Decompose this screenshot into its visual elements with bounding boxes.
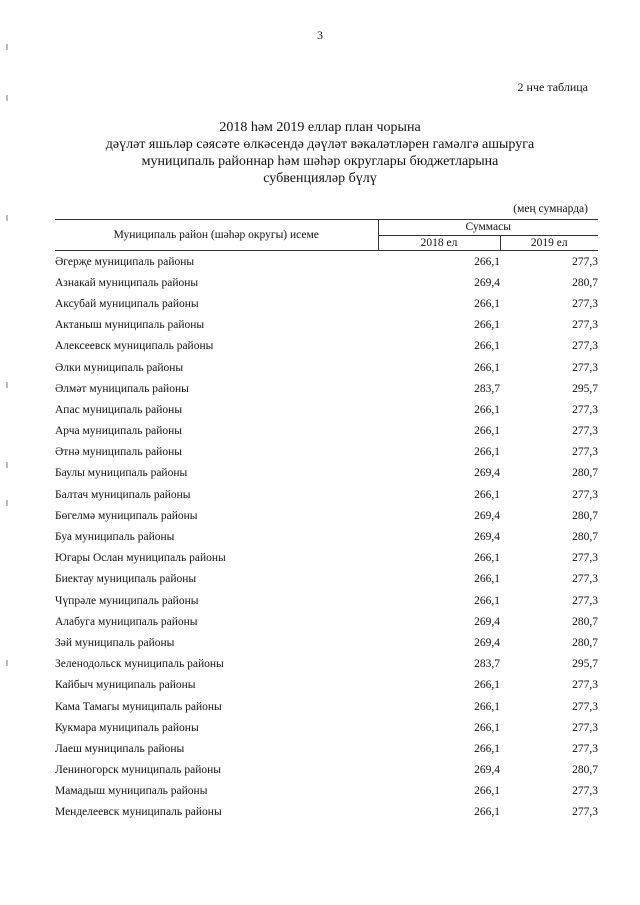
value-2019: 277,3 <box>572 552 598 565</box>
value-2018: 269,4 <box>474 509 500 522</box>
value-2018: 266,1 <box>474 255 500 268</box>
value-2018: 266,1 <box>474 679 500 692</box>
value-2018: 266,1 <box>474 319 500 332</box>
district-name: Югары Ослан муниципаль районы <box>55 552 226 565</box>
value-2018: 266,1 <box>474 806 500 819</box>
header-sum: Суммасы <box>378 220 598 236</box>
district-name: Актаныш муниципаль районы <box>55 319 205 332</box>
district-name: Чүпрәле муниципаль районы <box>55 594 199 607</box>
value-2019: 280,7 <box>572 615 598 628</box>
value-2018: 266,1 <box>474 297 500 310</box>
table-label: 2 нче таблица <box>517 80 588 94</box>
table-row <box>55 611 598 632</box>
document-title <box>0 119 640 187</box>
value-2018: 269,4 <box>474 615 500 628</box>
value-2019: 295,7 <box>572 658 598 671</box>
value-2019: 280,7 <box>572 509 598 522</box>
value-2019: 277,3 <box>572 700 598 713</box>
value-2019: 295,7 <box>572 382 598 395</box>
value-2018: 266,1 <box>474 700 500 713</box>
district-name: Зеленодольск муниципаль районы <box>55 658 224 671</box>
value-2018: 266,1 <box>474 594 500 607</box>
district-name: Биектау муниципаль районы <box>55 573 197 586</box>
value-2019: 280,7 <box>572 636 598 649</box>
value-2018: 266,1 <box>474 488 500 501</box>
district-name: Лениногорск муниципаль районы <box>55 764 222 777</box>
value-2019: 277,3 <box>572 340 598 353</box>
value-2018: 266,1 <box>474 403 500 416</box>
value-2019: 277,3 <box>572 255 598 268</box>
value-2018: 269,4 <box>474 764 500 777</box>
district-name: Кукмара муниципаль районы <box>55 721 199 734</box>
value-2019: 277,3 <box>572 361 598 374</box>
table-row <box>55 378 598 399</box>
value-2018: 266,1 <box>474 721 500 734</box>
value-2019: 277,3 <box>572 319 598 332</box>
units-note: (мең сумнарда) <box>513 203 588 215</box>
value-2019: 277,3 <box>572 403 598 416</box>
value-2019: 277,3 <box>572 488 598 501</box>
value-2019: 277,3 <box>572 594 598 607</box>
table-row <box>55 357 598 378</box>
header-year-2019: 2019 ел <box>500 235 598 251</box>
value-2019: 277,3 <box>572 742 598 755</box>
value-2018: 283,7 <box>474 382 500 395</box>
value-2018: 269,4 <box>474 276 500 289</box>
header-year-2018: 2018 ел <box>378 235 500 251</box>
district-name: Бөгелмә муниципаль районы <box>55 509 198 522</box>
title-line: субвенцияләр бүлү <box>263 171 377 186</box>
table-row <box>55 632 598 653</box>
table-row <box>55 293 598 314</box>
value-2019: 277,3 <box>572 446 598 459</box>
title-line: 2018 һәм 2019 еллар план чорына <box>219 120 421 135</box>
table-row <box>55 336 598 357</box>
district-name: Әгерҗе муниципаль районы <box>55 255 195 268</box>
value-2018: 283,7 <box>474 658 500 671</box>
table-row <box>55 569 598 590</box>
table-row <box>55 421 598 442</box>
table-row <box>55 781 598 802</box>
table-row <box>55 802 598 823</box>
value-2019: 277,3 <box>572 806 598 819</box>
table-row <box>55 738 598 759</box>
table-row <box>55 505 598 526</box>
value-2018: 266,1 <box>474 785 500 798</box>
table-row <box>55 251 598 273</box>
value-2018: 266,1 <box>474 552 500 565</box>
value-2019: 277,3 <box>572 297 598 310</box>
value-2019: 280,7 <box>572 276 598 289</box>
value-2019: 280,7 <box>572 467 598 480</box>
district-name: Әлмәт муниципаль районы <box>55 382 189 395</box>
district-name: Зәй муниципаль районы <box>55 636 175 649</box>
value-2018: 269,4 <box>474 467 500 480</box>
value-2018: 266,1 <box>474 361 500 374</box>
district-name: Балтач муниципаль районы <box>55 488 191 501</box>
district-name: Баулы муниципаль районы <box>55 467 188 480</box>
value-2019: 277,3 <box>572 679 598 692</box>
value-2018: 269,4 <box>474 531 500 544</box>
district-name: Әтнә муниципаль районы <box>55 446 182 459</box>
table-row <box>55 590 598 611</box>
district-name: Лаеш муниципаль районы <box>55 742 185 755</box>
value-2018: 269,4 <box>474 636 500 649</box>
district-name: Кама Тамагы муниципаль районы <box>55 700 222 713</box>
value-2019: 277,3 <box>572 785 598 798</box>
value-2019: 277,3 <box>572 425 598 438</box>
value-2019: 277,3 <box>572 721 598 734</box>
district-name: Әлки муниципаль районы <box>55 361 184 374</box>
value-2018: 266,1 <box>474 573 500 586</box>
table-row <box>55 272 598 293</box>
value-2018: 266,1 <box>474 425 500 438</box>
table-row <box>55 548 598 569</box>
district-name: Мамадыш муниципаль районы <box>55 785 208 798</box>
district-name: Алабуга муниципаль районы <box>55 615 198 628</box>
district-name: Буа муниципаль районы <box>55 531 175 544</box>
district-name: Менделеевск муниципаль районы <box>55 806 222 819</box>
district-name: Кайбыч муниципаль районы <box>55 679 196 692</box>
title-line: муниципаль районнар һәм шәһәр округлары бюджетларына <box>141 154 499 169</box>
table-row <box>55 717 598 738</box>
table-row <box>55 315 598 336</box>
value-2018: 266,1 <box>474 340 500 353</box>
value-2018: 266,1 <box>474 742 500 755</box>
value-2018: 266,1 <box>474 446 500 459</box>
table-row <box>55 760 598 781</box>
table-row <box>55 463 598 484</box>
title-line: дәүләт яшьләр сәясәте өлкәсендә дәүләт вәкаләтләрен гамәлгә ашыруга <box>105 137 535 152</box>
table-row <box>55 654 598 675</box>
table-row <box>55 526 598 547</box>
district-name: Арча муниципаль районы <box>55 425 183 438</box>
header-district-name: Муниципаль район (шәһәр округы) исеме <box>55 220 378 251</box>
table-row <box>55 442 598 463</box>
subvention-table <box>55 219 598 823</box>
table-row <box>55 399 598 420</box>
table-row <box>55 675 598 696</box>
value-2019: 280,7 <box>572 764 598 777</box>
district-name: Азнакай муниципаль районы <box>55 276 199 289</box>
district-name: Алексеевск муниципаль районы <box>55 340 214 353</box>
table-row <box>55 696 598 717</box>
value-2019: 277,3 <box>572 573 598 586</box>
district-name: Аксубай муниципаль районы <box>55 297 199 310</box>
table-row <box>55 484 598 505</box>
value-2019: 280,7 <box>572 531 598 544</box>
district-name: Апас муниципаль районы <box>55 403 183 416</box>
page-number: 3 <box>317 28 323 42</box>
